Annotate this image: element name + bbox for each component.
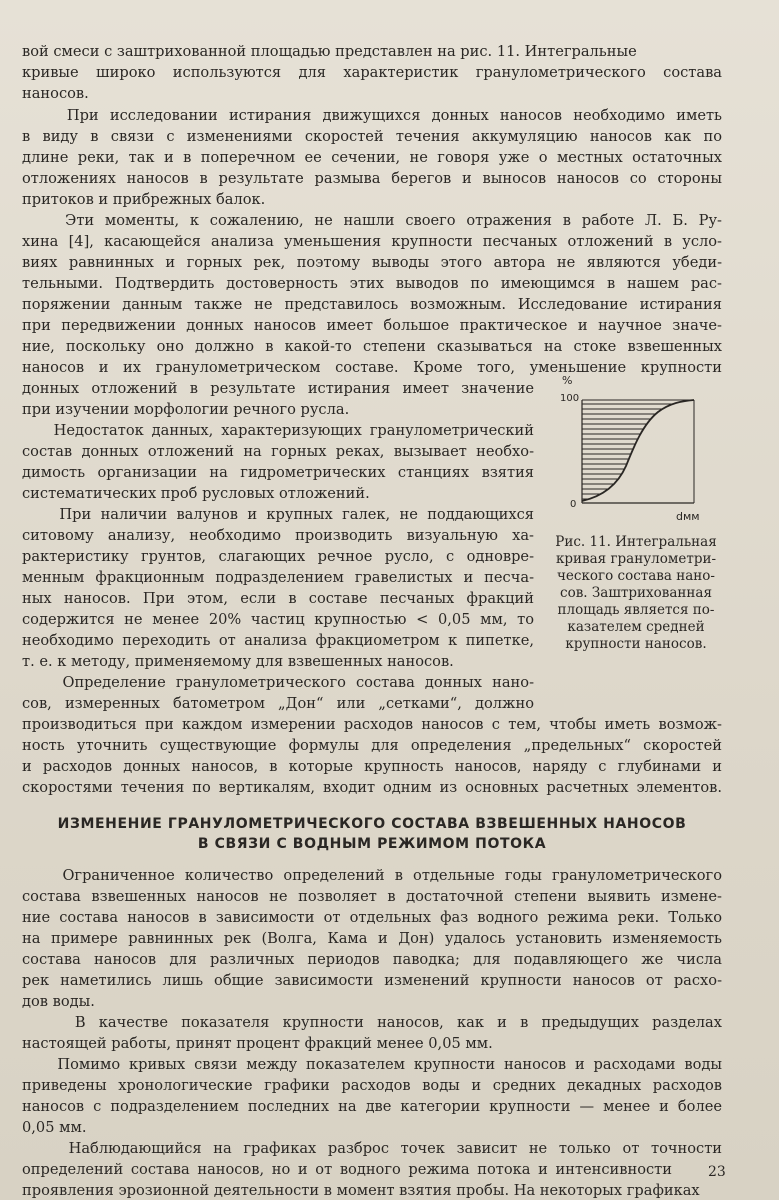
text-line: в виду в связи с изменениями скоростей течения аккумуляцию наносов как по	[22, 128, 722, 145]
text-line: донных отложений в результате истирания имеет значение	[22, 380, 534, 397]
text-line: менным фракционным подразделением гравелистых и песча-	[22, 569, 534, 586]
text-line: наносов с подразделением последних на две категории крупности — менее и более	[22, 1098, 722, 1115]
text-line: рактеристику грунтов, слагающих речное русло, с одновре-	[22, 548, 534, 565]
text-line: ных наносов. При этом, если в составе песчаных фракций	[22, 590, 534, 607]
text-line: ность уточнить существующие формулы для определения „предельных“ скоростей	[22, 737, 722, 754]
text-line: производиться при каждом измерении расходов наносов с тем, чтобы иметь возмож-	[22, 716, 722, 733]
text-line: ние состава наносов в зависимости от отдельных фаз водного режима реки. Только	[22, 909, 722, 926]
text-line: Недостаток данных, характеризующих гранулометрический	[22, 422, 534, 439]
text-line: Наблюдающийся на графиках разброс точек зависит не только от точности	[22, 1140, 722, 1157]
text-line: систематических проб русловых отложений.	[22, 485, 370, 502]
text-line: притоков и прибрежных балок.	[22, 191, 266, 208]
text-line: состава наносов для различных периодов паводка; для подавляющего же числа	[22, 951, 722, 968]
text-line: ситовому анализу, необходимо производить визуальную ха-	[22, 527, 534, 544]
text-line: ние, поскольку оно должно в какой-то степени сказываться на стоке взвешенных	[22, 338, 722, 355]
text-line: наносов и их гранулометрическом составе. Кроме того, уменьшение крупности	[22, 359, 722, 376]
section-heading: ИЗМЕНЕНИЕ ГРАНУЛОМЕТРИЧЕСКОГО СОСТАВА ВЗВЕШЕННЫХ НАНОСОВ	[57, 816, 687, 832]
figure-caption	[548, 534, 724, 653]
text-line: Определение гранулометрического состава донных нано-	[22, 674, 534, 691]
caption-line: кривая гранулометри-	[555, 551, 717, 567]
caption-line: крупности наносов.	[565, 636, 707, 652]
text-line: состава взвешенных наносов не позволяет в достаточной степени выявить измене-	[22, 888, 722, 905]
caption-line: площадь является по-	[557, 602, 715, 618]
y-max-label: 100	[560, 393, 580, 404]
y-unit-label: %	[562, 374, 573, 387]
text-line: т. е. к методу, применяемому для взвешенных наносов.	[22, 653, 454, 670]
integral-curve-chart	[548, 370, 748, 530]
page-number: 23	[708, 1164, 726, 1180]
caption-line: ческого состава нано-	[557, 568, 715, 584]
text-line: дов воды.	[22, 993, 95, 1010]
text-line: димость организации на гидрометрических станциях взятия	[22, 464, 534, 481]
text-line: поряжении данным также не представилось возможным. Исследование истирания	[22, 296, 722, 313]
text-line: Эти моменты, к сожалению, не нашли своего отражения в работе Л. Б. Ру-	[22, 212, 722, 229]
text-line: хина [4], касающейся анализа уменьшения крупности песчаных отложений в усло-	[22, 233, 722, 250]
text-line: В качестве показателя крупности наносов, как и в предыдущих разделах	[22, 1014, 722, 1031]
text-line: тельными. Подтвердить достоверность этих выводов по имеющимся в нашем рас-	[22, 275, 722, 292]
text-line: наносов.	[22, 85, 89, 102]
hatching	[582, 404, 673, 499]
text-line: проявления эрозионной деятельности в момент взятия пробы. На некоторых графиках	[22, 1182, 700, 1199]
text-line: при изучении морфологии речного русла.	[22, 401, 350, 418]
text-line: При наличии валунов и крупных галек, не поддающихся	[22, 506, 534, 523]
text-line: настоящей работы, принят процент фракций менее 0,05 мм.	[22, 1035, 493, 1052]
text-line: определений состава наносов, но и от водного режима потока и интенсивности	[22, 1161, 672, 1178]
text-line: необходимо переходить от анализа фракциометром к пипетке,	[22, 632, 534, 649]
caption-line: Рис. 11. Интегральная	[555, 534, 717, 550]
text-line: вой смеси с заштрихованной площадью представлен на рис. 11. Интегральные	[22, 43, 637, 60]
text-line: виях равнинных и горных рек, поэтому выводы этого автора не являются убеди-	[22, 254, 722, 271]
text-line: кривые широко используются для характеристик гранулометрического состава	[22, 64, 722, 81]
text-line: при передвижении донных наносов имеет большое практическое и научное значе-	[22, 317, 722, 334]
text-line: на примере равнинных рек (Волга, Кама и Дон) удалось установить изменяемость	[22, 930, 722, 947]
text-line: При исследовании истирания движущихся донных наносов необходимо иметь	[22, 107, 722, 124]
y-min-label: 0	[570, 499, 577, 510]
text-line: содержится не менее 20% частиц крупностью < 0,05 мм, то	[22, 611, 534, 628]
text-line: состав донных отложений на горных реках, вызывает необхо-	[22, 443, 534, 460]
integral-curve	[582, 400, 694, 501]
text-line: скоростями течения по вертикалям, входит одним из основных расчетных элементов.	[22, 779, 722, 796]
caption-line: казателем средней	[567, 619, 705, 635]
section-heading: В СВЯЗИ С ВОДНЫМ РЕЖИМОМ ПОТОКА	[197, 836, 547, 852]
text-line: сов, измеренных батометром „Дон“ или „сетками“, должно	[22, 695, 534, 712]
text-line: 0,05 мм.	[22, 1119, 87, 1136]
text-line: приведены хронологические графики расходов воды и средних декадных расходов	[22, 1077, 722, 1094]
text-line: рек наметились лишь общие зависимости изменений крупности наносов от расхо-	[22, 972, 722, 989]
x-unit-label: dмм	[676, 510, 700, 523]
text-line: Ограниченное количество определений в отдельные годы гранулометрического	[22, 867, 722, 884]
text-line: длине реки, так и в поперечном ее сечении, не говоря уже о местных остаточных	[22, 149, 722, 166]
text-line: и расходов донных наносов, в которые крупность наносов, наряду с глубинами и	[22, 758, 722, 775]
text-line: Помимо кривых связи между показателем крупности наносов и расходами воды	[22, 1056, 722, 1073]
text-line: отложениях наносов в результате размыва берегов и выносов наносов со стороны	[22, 170, 722, 187]
caption-line: сов. Заштрихованная	[560, 585, 712, 601]
